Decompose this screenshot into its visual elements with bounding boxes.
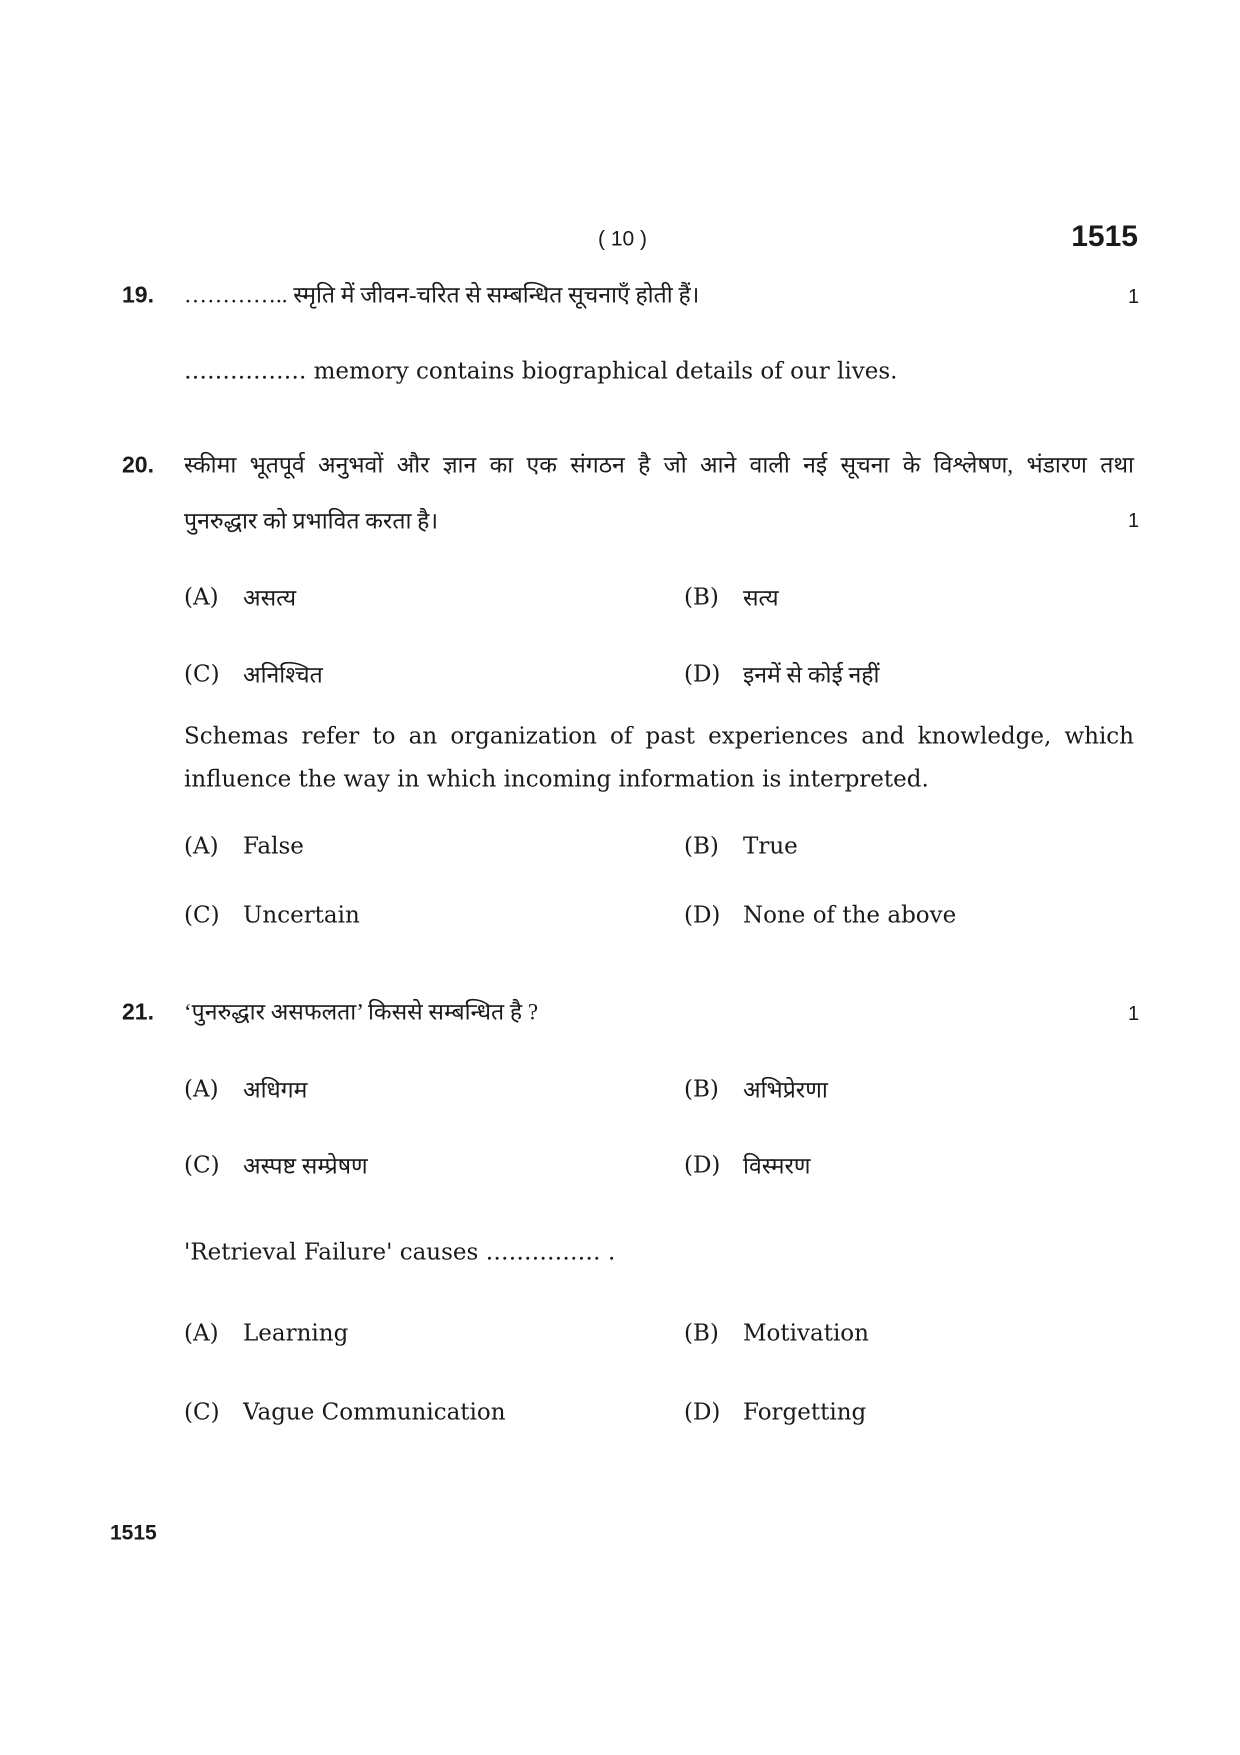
option-label: (A)	[184, 833, 219, 860]
option-label: (D)	[684, 902, 721, 929]
option-text: Uncertain	[243, 902, 360, 929]
option-label: (B)	[684, 584, 719, 611]
option-text: अनिश्चित	[243, 662, 323, 688]
question-text-english-line1: Schemas refer to an organization of past experiences and knowledge, which	[184, 723, 1134, 750]
question-text-hindi: ‘पुनरुद्धार असफलता’ किससे सम्बन्धित है ?	[184, 999, 539, 1025]
option-text: True	[743, 833, 798, 860]
option-text: Vague Communication	[243, 1399, 506, 1426]
option-text: असत्य	[243, 585, 297, 611]
option-label: (A)	[184, 584, 219, 611]
marks: 1	[1128, 286, 1140, 308]
option-label: (C)	[184, 902, 220, 929]
option-label: (A)	[184, 1320, 219, 1347]
paper-code-footer: 1515	[110, 1521, 157, 1545]
option-label: (B)	[684, 1320, 719, 1347]
option-label: (A)	[184, 1076, 219, 1103]
paper-code-header: 1515	[1071, 220, 1138, 253]
option-text: Forgetting	[743, 1399, 867, 1426]
question-text-hindi-line1: स्कीमा भूतपूर्व अनुभवों और ज्ञान का एक संगठन है जो आने वाली नई सूचना के विश्लेषण, भंडारण तथा	[184, 452, 1134, 478]
question-text-english-line2: influence the way in which incoming information is interpreted.	[184, 766, 929, 793]
option-text: None of the above	[743, 902, 957, 929]
page-number: ( 10 )	[598, 227, 648, 251]
option-label: (D)	[684, 1152, 721, 1179]
option-text: अधिगम	[243, 1077, 308, 1103]
option-text: विस्मरण	[743, 1153, 811, 1179]
option-label: (B)	[684, 1076, 719, 1103]
question-text-english: ……………. memory contains biographical details of our lives.	[184, 358, 898, 385]
option-text: इनमें से कोई नहीं	[743, 662, 880, 688]
question-number: 21.	[122, 998, 154, 1025]
question-number: 20.	[122, 451, 154, 478]
marks: 1	[1128, 510, 1140, 532]
option-label: (D)	[684, 1399, 721, 1426]
option-text: False	[243, 833, 304, 860]
option-text: अस्पष्ट सम्प्रेषण	[243, 1153, 368, 1179]
option-label: (C)	[184, 1152, 220, 1179]
option-text: अभिप्रेरणा	[743, 1077, 828, 1103]
question-text-hindi-line2: पुनरुद्धार को प्रभावित करता है।	[184, 508, 439, 534]
option-label: (B)	[684, 833, 719, 860]
question-text-english: 'Retrieval Failure' causes …………… .	[184, 1239, 616, 1266]
option-text: सत्य	[743, 585, 779, 611]
option-label: (D)	[684, 661, 721, 688]
question-text-hindi: ………….. स्मृति में जीवन-चरित से सम्बन्धित सूचनाएँ होती हैं।	[184, 282, 700, 308]
option-label: (C)	[184, 661, 220, 688]
option-label: (C)	[184, 1399, 220, 1426]
marks: 1	[1128, 1003, 1140, 1025]
option-text: Learning	[243, 1320, 349, 1347]
option-text: Motivation	[743, 1320, 869, 1347]
question-number: 19.	[122, 281, 154, 308]
